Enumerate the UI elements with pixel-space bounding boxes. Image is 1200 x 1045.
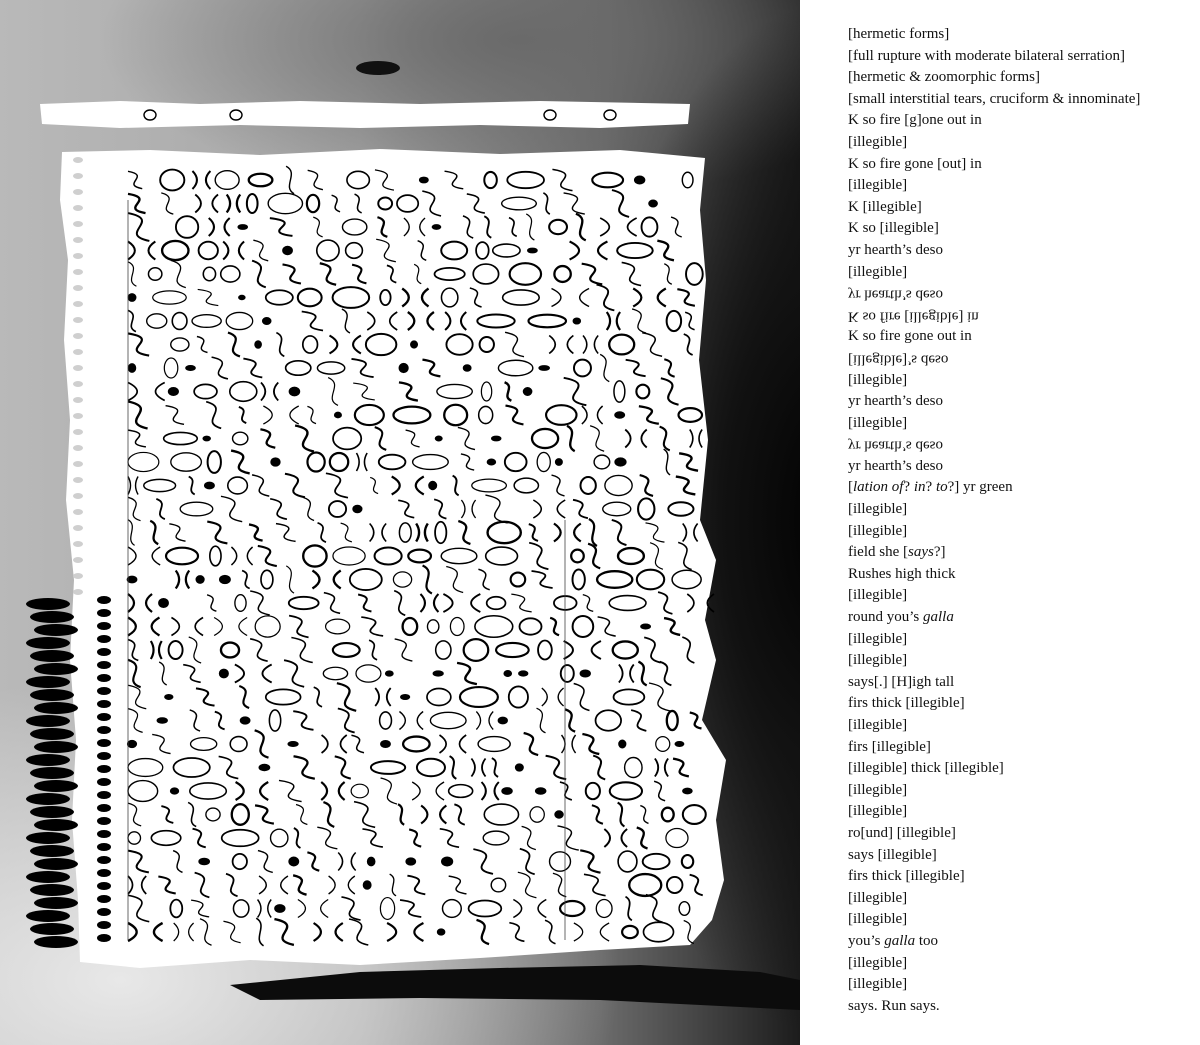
binding-hole [73, 253, 83, 259]
transcript-text: field she [ [848, 544, 908, 561]
scribble-mark [386, 671, 393, 675]
scribble-mark [255, 341, 261, 348]
scribble-mark [271, 458, 280, 466]
scribble-mark [128, 577, 137, 583]
transcript-text: [ [848, 479, 853, 496]
transcript-line [848, 931, 1188, 953]
transcript-line [848, 780, 1188, 802]
binding-hole [97, 934, 111, 942]
scribble-mark [368, 858, 374, 865]
binding-hole [73, 397, 83, 403]
transcript-text: ? [903, 479, 914, 496]
scribble-mark [420, 178, 428, 183]
scribble-mark [169, 388, 178, 395]
transcript-text: K so fire gone [out] in [848, 155, 982, 172]
transcript-text: [illegible] [848, 889, 908, 906]
transcript-line [848, 499, 1188, 521]
scribble-mark [158, 718, 167, 722]
transcript-line [848, 758, 1188, 780]
scribble-mark [502, 788, 511, 793]
transcript-text: [illegible] [848, 652, 908, 669]
scribble-mark [683, 789, 692, 794]
binding-hole [97, 687, 111, 695]
binding-hole [73, 157, 83, 163]
transcript-line [848, 110, 1188, 132]
transcript-line [848, 823, 1188, 845]
transcript-line [848, 542, 1188, 564]
transcript-italic: says [907, 544, 934, 561]
transcript-line [848, 521, 1188, 543]
binding-hole [73, 301, 83, 307]
transcript-text: says[.] [H]igh tall [848, 673, 955, 690]
scribble-mark [239, 295, 245, 299]
binding-shadow [26, 754, 70, 766]
transcript-line [848, 801, 1188, 823]
transcript-text: [illegible] [848, 414, 908, 431]
scribble-mark [504, 671, 511, 677]
transcript-line [848, 305, 979, 327]
transcript-line [848, 218, 1188, 240]
transcript-text: [illegible] [848, 177, 908, 194]
scribble-mark [263, 318, 271, 324]
binding-hole [97, 700, 111, 708]
binding-hole [73, 189, 83, 195]
transcript-text: round you’s [848, 609, 923, 626]
binding-hole [73, 445, 83, 451]
binding-hole [73, 573, 83, 579]
binding-hole [97, 791, 111, 799]
scribble-mark [129, 294, 136, 301]
binding-hole [73, 589, 83, 595]
binding-hole [73, 413, 83, 419]
transcript-line [848, 607, 1188, 629]
torn-strip [40, 101, 690, 128]
binding-shadow [30, 728, 74, 740]
binding-shadow [34, 897, 78, 909]
transcript-text: [hermetic forms] [848, 26, 950, 42]
binding-hole [97, 856, 111, 864]
transcript-text: K so fire gone out in [848, 328, 972, 345]
binding-shadow [34, 936, 78, 948]
binding-shadow [26, 871, 70, 883]
scribble-mark [275, 905, 284, 911]
transcript-line [848, 67, 1188, 89]
scribble-mark [353, 506, 361, 512]
binding-hole [97, 921, 111, 929]
transcript-text: [illegible] [848, 911, 908, 928]
transcript-text: K so fire [illegible] in [848, 308, 979, 325]
transcript-text: yr hearth’s deso [848, 393, 943, 410]
transcript-line [848, 629, 1188, 651]
transcript-text: ?] [933, 544, 946, 561]
scribble-mark [128, 741, 136, 747]
scribble-mark [429, 482, 436, 490]
transcript-text: [illegible] [848, 263, 908, 280]
scribble-mark [199, 859, 208, 864]
binding-hole [97, 713, 111, 721]
scribble-mark [536, 788, 546, 794]
binding-hole [97, 622, 111, 630]
transcript-line [848, 888, 1188, 910]
binding-hole [97, 635, 111, 643]
binding-hole [97, 778, 111, 786]
transcript-text: yr hearth’s deso [848, 437, 943, 454]
binding-shadow [26, 715, 70, 727]
binding-hole [97, 765, 111, 773]
scribble-mark [411, 341, 418, 348]
transcript-text: [illegible] [848, 976, 908, 993]
binding-shadow [26, 676, 70, 688]
binding-hole [73, 557, 83, 563]
transcript-line [848, 370, 1188, 392]
binding-shadow [30, 650, 74, 662]
binding-hole [97, 817, 111, 825]
binding-hole [97, 752, 111, 760]
transcript-text: [illegible] [848, 501, 908, 518]
transcript-text: ?] yr green [947, 479, 1013, 496]
scribble-mark [260, 765, 270, 770]
scribble-mark [400, 364, 408, 372]
binding-shadow [34, 741, 78, 753]
transcript-line [848, 132, 1188, 154]
scribble-mark [238, 225, 247, 229]
binding-hole [73, 173, 83, 179]
transcript-italic: lation of [853, 479, 904, 496]
binding-hole [97, 830, 111, 838]
binding-shadow [26, 637, 70, 649]
scribble-mark [283, 247, 292, 255]
binding-hole [97, 739, 111, 747]
binding-hole [97, 869, 111, 877]
scribble-mark [129, 364, 135, 371]
transcript-line [848, 413, 1188, 435]
scribble-mark [165, 695, 173, 700]
binding-hole [73, 365, 83, 371]
scribble-mark [364, 881, 371, 889]
transcript-line [848, 326, 1188, 348]
binding-shadow [30, 767, 74, 779]
binding-shadow [34, 780, 78, 792]
transcript-line [848, 46, 1188, 68]
transcript-text: [illegible] [848, 522, 908, 539]
binding-shadow [30, 806, 74, 818]
transcript-text: [illegible] thick [illegible] [848, 760, 1004, 777]
binding-shadow [26, 832, 70, 844]
transcript-text: [illegible] [848, 717, 908, 733]
transcript-line [848, 737, 1188, 759]
binding-hole [73, 269, 83, 275]
transcript-text: firs [illegible] [848, 738, 931, 755]
transcript-text: says. Run says. [848, 997, 940, 1014]
binding-hole [73, 461, 83, 467]
scribble-mark [335, 412, 342, 417]
binding-hole [73, 493, 83, 499]
binding-shadow [34, 624, 78, 636]
transcript-line [848, 262, 1188, 284]
ink-smudge-top [356, 61, 400, 75]
scribble-mark [290, 858, 299, 866]
binding-hole [73, 333, 83, 339]
scribble-mark [406, 858, 415, 865]
scribble-mark [401, 695, 410, 700]
scribble-mark [615, 412, 624, 418]
scribble-mark [196, 576, 203, 583]
scribble-mark [241, 717, 250, 723]
transcript-line [848, 154, 1188, 176]
binding-hole [73, 237, 83, 243]
binding-shadow [30, 845, 74, 857]
transcript-line [848, 996, 1188, 1018]
transcript-line [848, 974, 1188, 996]
scribble-mark [437, 929, 444, 935]
transcript-line [848, 391, 1188, 413]
scribble-mark [487, 459, 495, 464]
transcript-text: K so fire [g]one out in [848, 112, 982, 129]
binding-hole [97, 596, 111, 604]
scribble-mark [556, 459, 563, 465]
scribble-mark [635, 177, 644, 184]
transcript-line [848, 348, 948, 370]
binding-hole [97, 661, 111, 669]
scribble-mark [442, 858, 452, 866]
transcript-line [848, 564, 1188, 586]
scribble-mark [159, 599, 167, 607]
transcript-line [848, 477, 1188, 499]
scribble-mark [186, 366, 195, 370]
transcript-text: [illegible] [848, 587, 908, 604]
binding-shadow [26, 598, 70, 610]
binding-hole [97, 726, 111, 734]
binding-shadow [34, 819, 78, 831]
scribble-mark [555, 811, 563, 818]
transcript-text: [illegible] [848, 133, 908, 150]
scribble-mark [524, 388, 532, 395]
transcript-line [848, 585, 1188, 607]
scribble-mark [220, 576, 230, 583]
transcript-text: too [915, 932, 939, 949]
scribble-mark [203, 436, 210, 440]
scribble-mark [675, 742, 683, 747]
transcript-line [848, 672, 1188, 694]
transcript-text: K so [illegible] [848, 220, 939, 237]
transcript-text: yr hearth’s deso [848, 241, 943, 258]
scribble-mark [499, 718, 507, 724]
binding-shadow [30, 689, 74, 701]
scribble-mark [619, 740, 626, 747]
binding-hole [73, 381, 83, 387]
binding-shadow [26, 910, 70, 922]
binding-hole [73, 221, 83, 227]
scribble-mark [205, 483, 214, 489]
transcript-line [848, 283, 943, 305]
scribble-mark [539, 366, 549, 370]
scribble-mark [528, 248, 537, 253]
binding-shadow [30, 884, 74, 896]
binding-hole [97, 843, 111, 851]
scribble-mark [574, 319, 580, 324]
transcript-line [848, 197, 1188, 219]
scribble-mark [519, 671, 527, 675]
scribble-mark [171, 788, 178, 794]
transcript-text: K [illegible] [848, 198, 922, 215]
binding-hole [73, 525, 83, 531]
transcript-text: [small interstitial tears, cruciform & innominate] [848, 90, 1141, 107]
binding-shadow [34, 663, 78, 675]
transcript-text: ? [925, 479, 936, 496]
transcript-text: yr hearth’s deso [848, 457, 943, 474]
scribble-mark [381, 741, 390, 747]
binding-hole [97, 908, 111, 916]
transcript-italic: galla [884, 932, 916, 949]
binding-hole [73, 541, 83, 547]
transcript-line [848, 456, 1188, 478]
binding-hole [97, 648, 111, 656]
scribble-mark [432, 225, 440, 229]
scribble-mark [649, 201, 657, 207]
scribble-mark [492, 436, 501, 440]
binding-hole [73, 205, 83, 211]
page-shadow [230, 965, 800, 1010]
scribble-mark [516, 764, 523, 771]
binding-hole [97, 882, 111, 890]
scribble-mark [290, 388, 299, 396]
transcript-text: says [illegible] [848, 846, 937, 863]
transcription-list [848, 24, 1188, 1017]
transcript-line [848, 909, 1188, 931]
transcript-text: you’s [848, 932, 885, 949]
transcript-line [848, 24, 1188, 46]
transcript-line [848, 89, 1188, 111]
transcript-line [848, 434, 943, 456]
transcript-italic: galla [923, 609, 954, 626]
scribble-mark [641, 624, 650, 629]
transcript-text: ro[und] [illegible] [848, 824, 956, 841]
scribble-mark [220, 670, 228, 677]
scribble-mark [616, 459, 626, 466]
transcript-text: [illegible]’s deso [848, 351, 949, 368]
transcript-line [848, 240, 1188, 262]
scribble-mark [435, 436, 442, 440]
transcript-text: [illegible] [848, 954, 908, 971]
transcript-italic: in [913, 479, 926, 496]
binding-hole [73, 429, 83, 435]
scribble-mark [581, 670, 590, 676]
scribble-mark [463, 365, 470, 371]
transcript-text: [hermetic & zoomorphic forms] [848, 69, 1041, 86]
binding-hole [73, 285, 83, 291]
binding-hole [73, 477, 83, 483]
transcript-text: Rushes high thick [848, 565, 956, 582]
transcript-text: firs thick [illegible] [848, 868, 965, 885]
transcript-italic: to [935, 479, 948, 496]
transcript-line [848, 866, 1188, 888]
binding-hole [73, 317, 83, 323]
binding-hole [97, 804, 111, 812]
binding-hole [73, 349, 83, 355]
transcript-text: [illegible] [848, 781, 908, 798]
transcript-line [848, 693, 1188, 715]
binding-shadow [34, 858, 78, 870]
transcript-line [848, 650, 1188, 672]
transcript-line [848, 953, 1188, 975]
binding-hole [73, 509, 83, 515]
scribble-mark [434, 671, 443, 675]
transcript-text: [full rupture with moderate bilateral serration] [848, 47, 1125, 64]
binding-shadow [30, 611, 74, 623]
transcript-line [848, 845, 1188, 867]
transcript-text: firs thick [illegible] [848, 695, 965, 712]
transcript-line [848, 175, 1188, 197]
binding-hole [97, 609, 111, 617]
binding-hole [97, 674, 111, 682]
binding-hole [97, 895, 111, 903]
transcript-text: yr hearth’s deso [848, 286, 943, 303]
binding-shadow [34, 702, 78, 714]
binding-shadow [30, 923, 74, 935]
scribble-mark [288, 742, 298, 747]
binding-shadow [26, 793, 70, 805]
transcript-text: [illegible] [848, 803, 908, 820]
transcript-text: [illegible] [848, 371, 908, 388]
transcript-text: [illegible] [848, 630, 908, 647]
transcript-line [848, 715, 1188, 737]
